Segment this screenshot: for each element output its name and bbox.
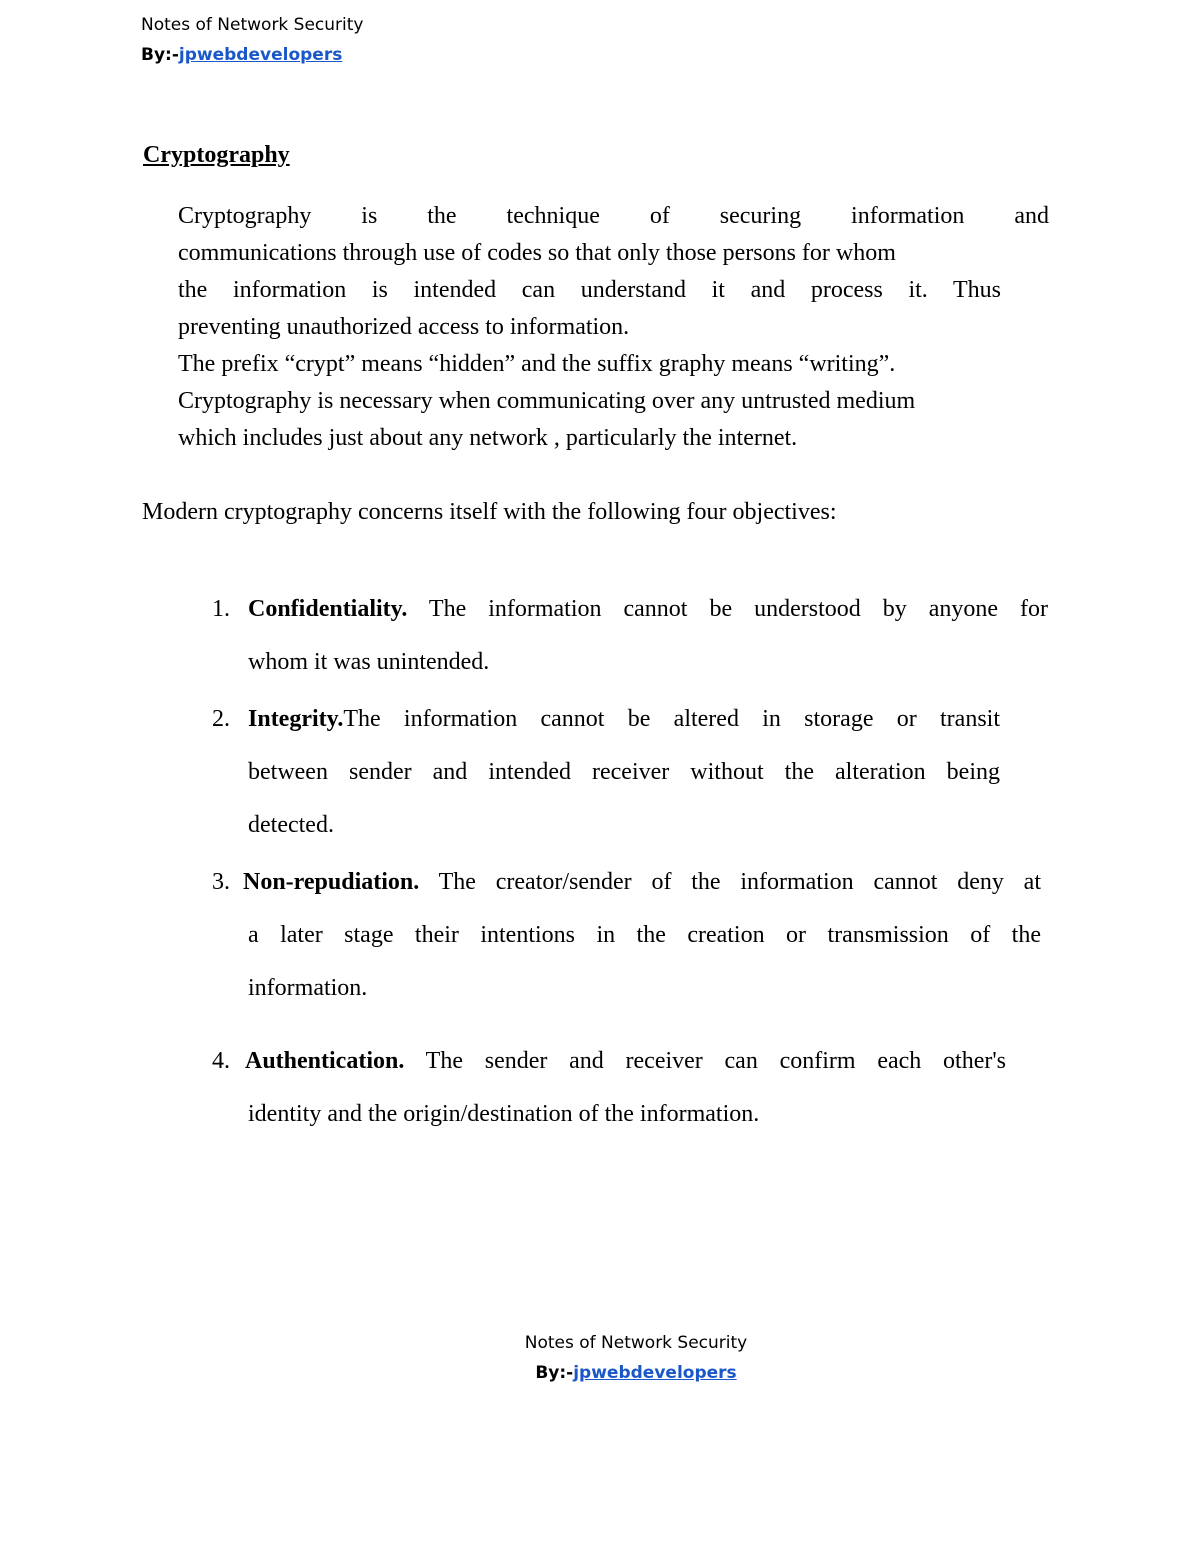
objective-line: identity and the origin/destination of the information. (248, 1101, 760, 1127)
intro-paragraph (178, 198, 1049, 457)
objective-text (245, 1035, 1006, 1141)
footer-by-prefix: By:- (535, 1363, 574, 1383)
page-footer (0, 1328, 1200, 1388)
objective-line: information. (248, 975, 368, 1001)
objective-term: Integrity. (248, 706, 344, 732)
objective-description: The sender and receiver can confirm each other's (404, 1048, 1006, 1074)
intro-line: Cryptography is necessary when communicating over any untrusted medium (178, 388, 916, 414)
header-author-line (141, 40, 364, 70)
objective-number: 3. (212, 869, 230, 895)
objective-line: between sender and intended receiver without the alteration being (248, 759, 1000, 785)
objective-description: The information cannot be understood by anyone for (407, 596, 1048, 622)
objective-line: a later stage their intentions in the creation or transmission of the (248, 922, 1041, 948)
objective-text (248, 583, 1048, 689)
objective-line: whom it was unintended. (248, 649, 490, 675)
objective-first-line (248, 583, 1048, 636)
footer-author-link[interactable]: jpwebdevelopers (573, 1363, 737, 1383)
objective-term: Authentication. (245, 1048, 405, 1074)
objective-description: The creator/sender of the information cannot deny at (419, 869, 1041, 895)
objective-first-line (245, 1035, 1006, 1088)
objective-number: 2. (212, 706, 230, 732)
objective-first-line (248, 693, 1000, 746)
objective-number: 4. (212, 1048, 230, 1074)
objective-first-line (243, 856, 1041, 909)
footer-title: Notes of Network Security (524, 1333, 748, 1353)
page-header (141, 10, 364, 70)
intro-line: Cryptography is the technique of securing information and (178, 203, 1049, 229)
objective-line: detected. (248, 812, 334, 838)
objective-term: Confidentiality. (248, 596, 408, 622)
intro-line: the information is intended can understand it and process it. Thus (178, 277, 1001, 303)
objective-number: 1. (212, 596, 230, 622)
intro-line: preventing unauthorized access to information. (178, 314, 630, 340)
objective-text (243, 856, 1041, 1015)
footer-author-line (0, 1358, 1200, 1388)
objectives-lead: Modern cryptography concerns itself with the following four objectives: (142, 499, 837, 525)
header-title: Notes of Network Security (141, 15, 364, 35)
header-author-link[interactable]: jpwebdevelopers (178, 45, 343, 65)
intro-line: The prefix “crypt” means “hidden” and the suffix graphy means “writing”. (178, 351, 896, 377)
objective-description: The information cannot be altered in storage or transit (343, 706, 1000, 732)
intro-line: which includes just about any network , particularly the internet. (178, 425, 798, 451)
objective-term: Non-repudiation. (243, 869, 420, 895)
intro-line: communications through use of codes so that only those persons for whom (178, 240, 896, 266)
section-heading: Cryptography (143, 142, 290, 168)
objective-text (248, 693, 1000, 852)
header-by-prefix: By:- (141, 45, 179, 65)
